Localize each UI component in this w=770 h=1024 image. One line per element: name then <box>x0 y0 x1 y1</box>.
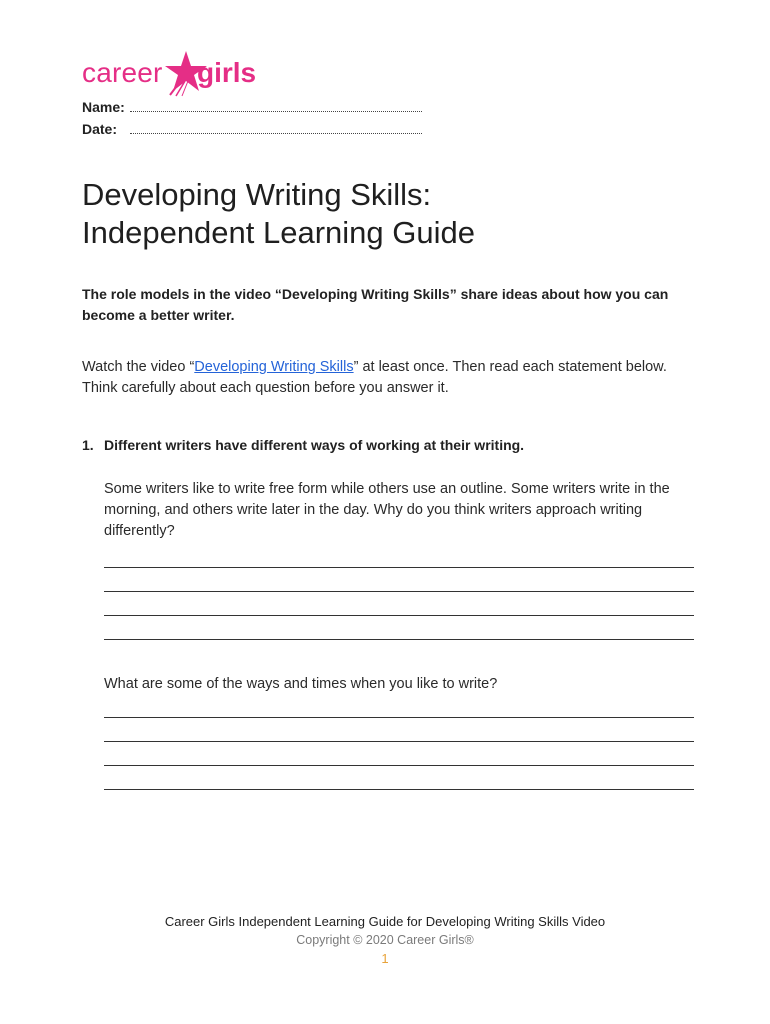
date-field[interactable] <box>130 133 422 134</box>
logo-career-text: career <box>82 57 163 88</box>
date-label: Date: <box>82 121 118 137</box>
question-1-prompt-2: What are some of the ways and times when you like to write? <box>104 676 498 692</box>
page-title <box>82 176 475 252</box>
name-row <box>82 99 130 115</box>
name-label: Name: <box>82 99 125 115</box>
video-link[interactable]: Developing Writing Skills <box>194 359 354 375</box>
watch-paragraph <box>82 357 682 399</box>
watch-text-after: ” at least once. Then read each statement below. Think carefully about each question before you answer it. <box>82 359 667 396</box>
watch-text-before: Watch the video “ <box>82 359 195 375</box>
answer-line[interactable] <box>104 591 694 592</box>
answer-line[interactable] <box>104 717 694 718</box>
title-line-1: Developing Writing Skills: <box>82 177 432 212</box>
answer-line[interactable] <box>104 789 694 790</box>
answer-line[interactable] <box>104 741 694 742</box>
question-number: 1. <box>82 437 94 453</box>
question-1-text: Different writers have different ways of working at their writing. <box>104 437 525 453</box>
footer-copyright: Copyright © 2020 Career Girls® <box>296 933 474 947</box>
logo-girls-text: girls <box>197 57 257 88</box>
answer-line[interactable] <box>104 765 694 766</box>
question-1-heading <box>82 437 524 453</box>
answer-line[interactable] <box>104 615 694 616</box>
answer-line[interactable] <box>104 639 694 640</box>
date-row <box>82 121 130 137</box>
question-1-prompt-1: Some writers like to write free form while others use an outline. Some writers write in the morning, and others write later in the day. Why do you think writers approach writing differently? <box>104 481 670 539</box>
name-field[interactable] <box>130 111 422 112</box>
footer-title: Career Girls Independent Learning Guide for Developing Writing Skills Video <box>164 914 606 929</box>
intro-paragraph: The role models in the video “Developing Writing Skills” share ideas about how you can become a better writer. <box>82 286 669 323</box>
title-line-2: Independent Learning Guide <box>82 215 475 250</box>
page-number: 1 <box>381 951 389 966</box>
answer-line[interactable] <box>104 567 694 568</box>
